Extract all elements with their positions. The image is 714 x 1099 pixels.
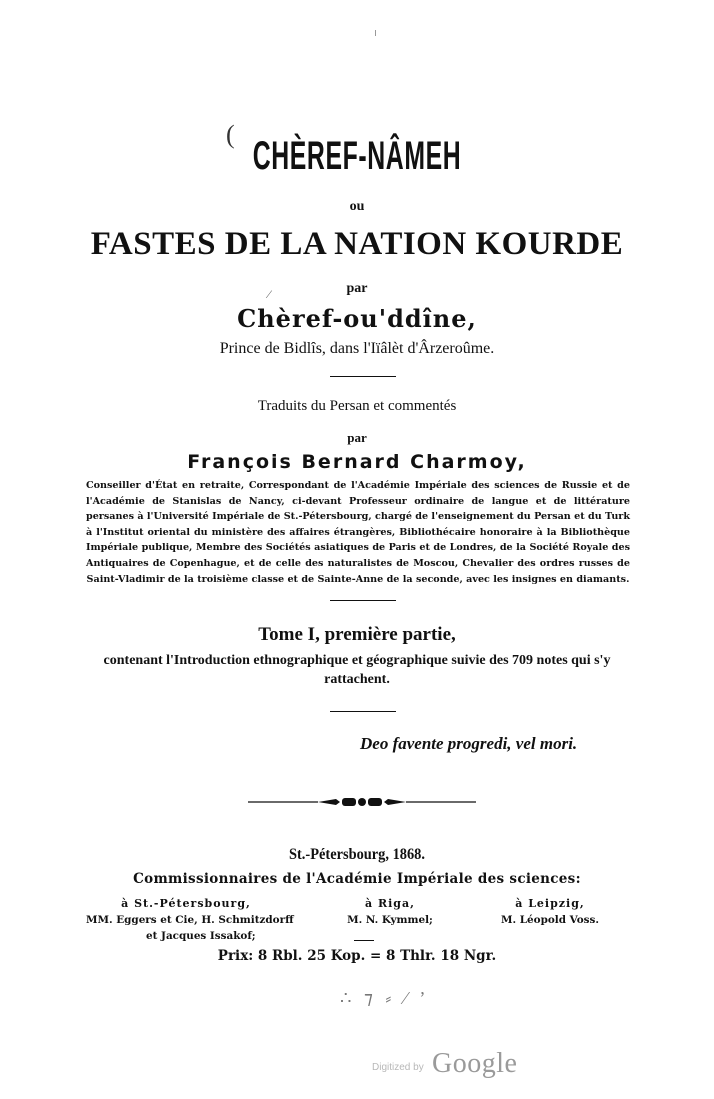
handwritten-mark: (: [226, 120, 235, 149]
ornament-rule-icon: [248, 795, 476, 809]
by-label: par: [346, 281, 368, 296]
handwritten-scribble: ∴ ⁊ ⸗ ⁄ ’: [340, 988, 430, 1008]
divider-3: [330, 711, 396, 712]
digitized-by-label: Digitized by: [372, 1062, 424, 1073]
volume-contents: contenant l'Introduction ethnographique et géographique suivie des 709 notes qui s'y rattachent.: [103, 653, 611, 687]
divider-2: [330, 600, 396, 601]
book-title: CHÈREF-NÂMEH: [252, 134, 462, 178]
book-subtitle: FASTES DE LA NATION KOURDE: [90, 226, 624, 262]
seller-city: à St.-Pétersbourg,: [121, 897, 251, 910]
commissioners-heading: Commissionnaires de l'Académie Impériale des sciences:: [133, 871, 581, 887]
divider-4: [354, 940, 374, 941]
publication-place-year: St.-Pétersbourg, 1868.: [289, 846, 425, 863]
seller-names-cont: et Jacques Issakof;: [146, 930, 256, 942]
divider-1: [330, 376, 396, 377]
volume-title: Tome I, première partie,: [258, 624, 456, 645]
seller-names: MM. Eggers et Cie, H. Schmitzdorff: [86, 914, 294, 926]
translator-credentials: Conseiller d'État en retraite, Correspondant de l'Académie Impériale des sciences de Russie et de l'Académie de Stanislas de Nancy, ci-devant Professeur ordinaire de langue et de littérature persanes à l'Université Impériale de St.-Pétersbourg, chargé de l'enseignement du Persan et du Turk à l'Institut oriental du ministère des affaires étrangères, Bibliothécaire honoraire à la Bibliothèque Impériale publique, Membre des Sociétés asiatiques de Paris et de Londres, de la Société Royale des Antiquaires de Copenhague, et de celle des naturalistes de Moscou, Chevalier des ordres russes de Saint-Vladimir de la troisième classe et de Sainte-Anne de la seconde, avec les insignes en diamants.: [86, 480, 630, 585]
pencil-mark: ⁄: [268, 287, 271, 301]
seller-names: M. Léopold Voss.: [501, 914, 599, 926]
translation-note: Traduits du Persan et commentés: [257, 398, 457, 414]
price: Prix: 8 Rbl. 25 Kop. = 8 Thlr. 18 Ngr.: [217, 948, 497, 964]
seller-leipzig: [470, 896, 630, 928]
seller-city: à Leipzig,: [515, 897, 585, 910]
by-label-2: par: [347, 430, 367, 445]
seller-names: M. N. Kymmel;: [347, 914, 433, 926]
translator-name: François Bernard Charmoy,: [187, 451, 527, 473]
author-name: Chèref-ou'ddîne,: [237, 304, 477, 333]
scan-mark: [375, 30, 376, 36]
author-description: Prince de Bidlîs, dans l'Iïâlèt d'Ârzeroûme.: [219, 340, 495, 357]
motto: Deo favente progredi, vel mori.: [360, 734, 578, 753]
conjunction-ou: ou: [349, 199, 365, 214]
seller-city: à Riga,: [365, 897, 415, 910]
seller-riga: [330, 896, 450, 928]
seller-stpetersburg: [86, 896, 326, 944]
google-watermark: Google: [432, 1048, 518, 1079]
